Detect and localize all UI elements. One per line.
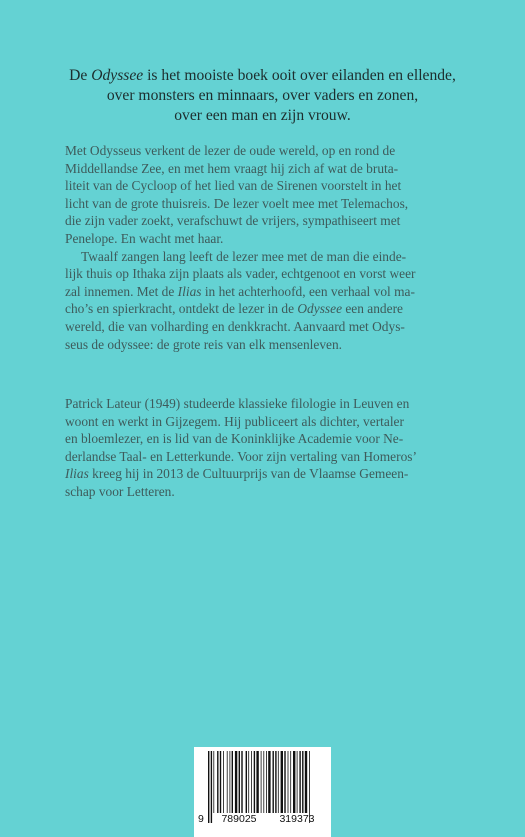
summary-paragraph-1	[65, 142, 475, 248]
bio-line: derlandse Taal- en Letterkunde. Voor zijn vertaling van Homeros’	[65, 448, 417, 464]
summary-p1-line: Penelope. En wacht met haar.	[65, 230, 224, 246]
bio-line: woont en werkt in Gijzegem. Hij publiceert als dichter, vertaler	[65, 413, 404, 429]
bio-fragment: kreeg hij in 2013 de Cultuurprijs van de Vlaamse Gemeen-	[88, 466, 409, 482]
barcode-bar	[254, 751, 255, 813]
barcode-bar	[227, 751, 228, 813]
barcode-bar	[288, 751, 289, 813]
isbn-left-group: 789025	[221, 813, 257, 825]
summary-fragment: cho’s en spierkracht, ontdekt de lezer in de	[65, 301, 298, 317]
barcode-bar	[230, 751, 231, 813]
barcode-bar	[246, 751, 247, 813]
barcode-bar	[256, 751, 258, 813]
barcode-bar	[293, 751, 295, 813]
barcode-bar	[232, 751, 233, 813]
barcode-bar	[268, 751, 270, 813]
isbn-first-digit: 9	[198, 813, 204, 825]
book-title-italic: Odyssee	[91, 67, 144, 84]
book-title-italic: Ilias	[65, 466, 89, 482]
barcode-bar	[275, 751, 276, 813]
summary-fragment: een andere	[342, 301, 403, 317]
barcode-bar	[297, 751, 298, 813]
tagline-text: is het mooiste boek ooit over eilanden en ellende,	[143, 67, 456, 84]
summary-p2-line	[65, 300, 475, 318]
tagline-line-1	[40, 66, 485, 86]
barcode-bar	[273, 751, 274, 813]
book-title-italic: Ilias	[177, 283, 202, 299]
summary-p2-line	[65, 283, 475, 301]
barcode-bar	[284, 751, 285, 813]
barcode-bar	[213, 751, 214, 813]
summary-p2-line: wereld, die van volharding en denkkracht. Aanvaard met Odys-	[65, 318, 405, 334]
tagline-line-2: over monsters en minnaars, over vaders en zonen,	[106, 87, 419, 104]
summary-p2-line: Twaalf zangen lang leeft de lezer mee met de man die einde-	[81, 248, 407, 264]
barcode-bar	[261, 751, 262, 813]
barcode-bar	[241, 751, 242, 813]
summary-p1-line: Middellandse Zee, en met hem vraagt hij zich af wat de bruta-	[65, 160, 399, 176]
summary-fragment: in het achterhoofd, een verhaal vol ma-	[201, 283, 415, 299]
barcode-bar	[281, 751, 283, 813]
barcode-bar	[239, 751, 240, 813]
summary-p2-line: lijk thuis op Ithaka zijn plaats als vader, echtgenoot en vorst weer	[65, 266, 416, 282]
barcode-bar	[302, 751, 303, 813]
summary-p1-line: Met Odysseus verkent de lezer de oude wereld, op en rond de	[65, 143, 396, 158]
barcode-bar	[263, 751, 264, 813]
summary-fragment: zal innemen. Met de	[65, 283, 178, 299]
barcode-bar	[305, 751, 307, 813]
barcode-bar	[299, 751, 300, 813]
barcode-bar	[278, 751, 279, 813]
barcode-bar	[248, 751, 249, 813]
book-title-italic: Odyssee	[297, 301, 343, 317]
barcode-bar	[266, 751, 267, 813]
barcode-bar	[290, 751, 291, 813]
isbn-barcode	[194, 747, 331, 837]
tagline	[40, 66, 485, 126]
barcode-bar	[220, 751, 221, 813]
bio-line: schap voor Letteren.	[65, 483, 175, 499]
barcode-bar	[223, 751, 224, 813]
tagline-line-3: over een man en zijn vrouw.	[174, 107, 351, 124]
barcode-bar	[217, 751, 218, 813]
tagline-text: De	[69, 67, 92, 84]
author-bio	[65, 395, 475, 501]
summary-p2-line: seus de odyssee: de grote reis van elk mensenleven.	[65, 336, 343, 352]
isbn-number	[194, 813, 331, 829]
bio-line	[65, 465, 475, 483]
barcode-bar	[251, 751, 252, 813]
bio-line: en bloemlezer, en is lid van de Koninklijke Academie voor Ne-	[65, 431, 404, 447]
summary-p1-line: die zijn vader zoekt, verafschuwt de vrijers, sympathiseert met	[65, 213, 401, 229]
summary-p1-line: licht van de grote thuisreis. De lezer voelt mee met Telemachos,	[65, 195, 409, 211]
summary-text	[65, 142, 475, 353]
isbn-right-group: 319373	[279, 813, 315, 825]
bio-line: Patrick Lateur (1949) studeerde klassieke filologie in Leuven en	[65, 396, 410, 411]
summary-p1-line: liteit van de Cycloop of het lied van de Sirenen voorstelt in het	[65, 178, 402, 194]
barcode-bar	[235, 751, 237, 813]
